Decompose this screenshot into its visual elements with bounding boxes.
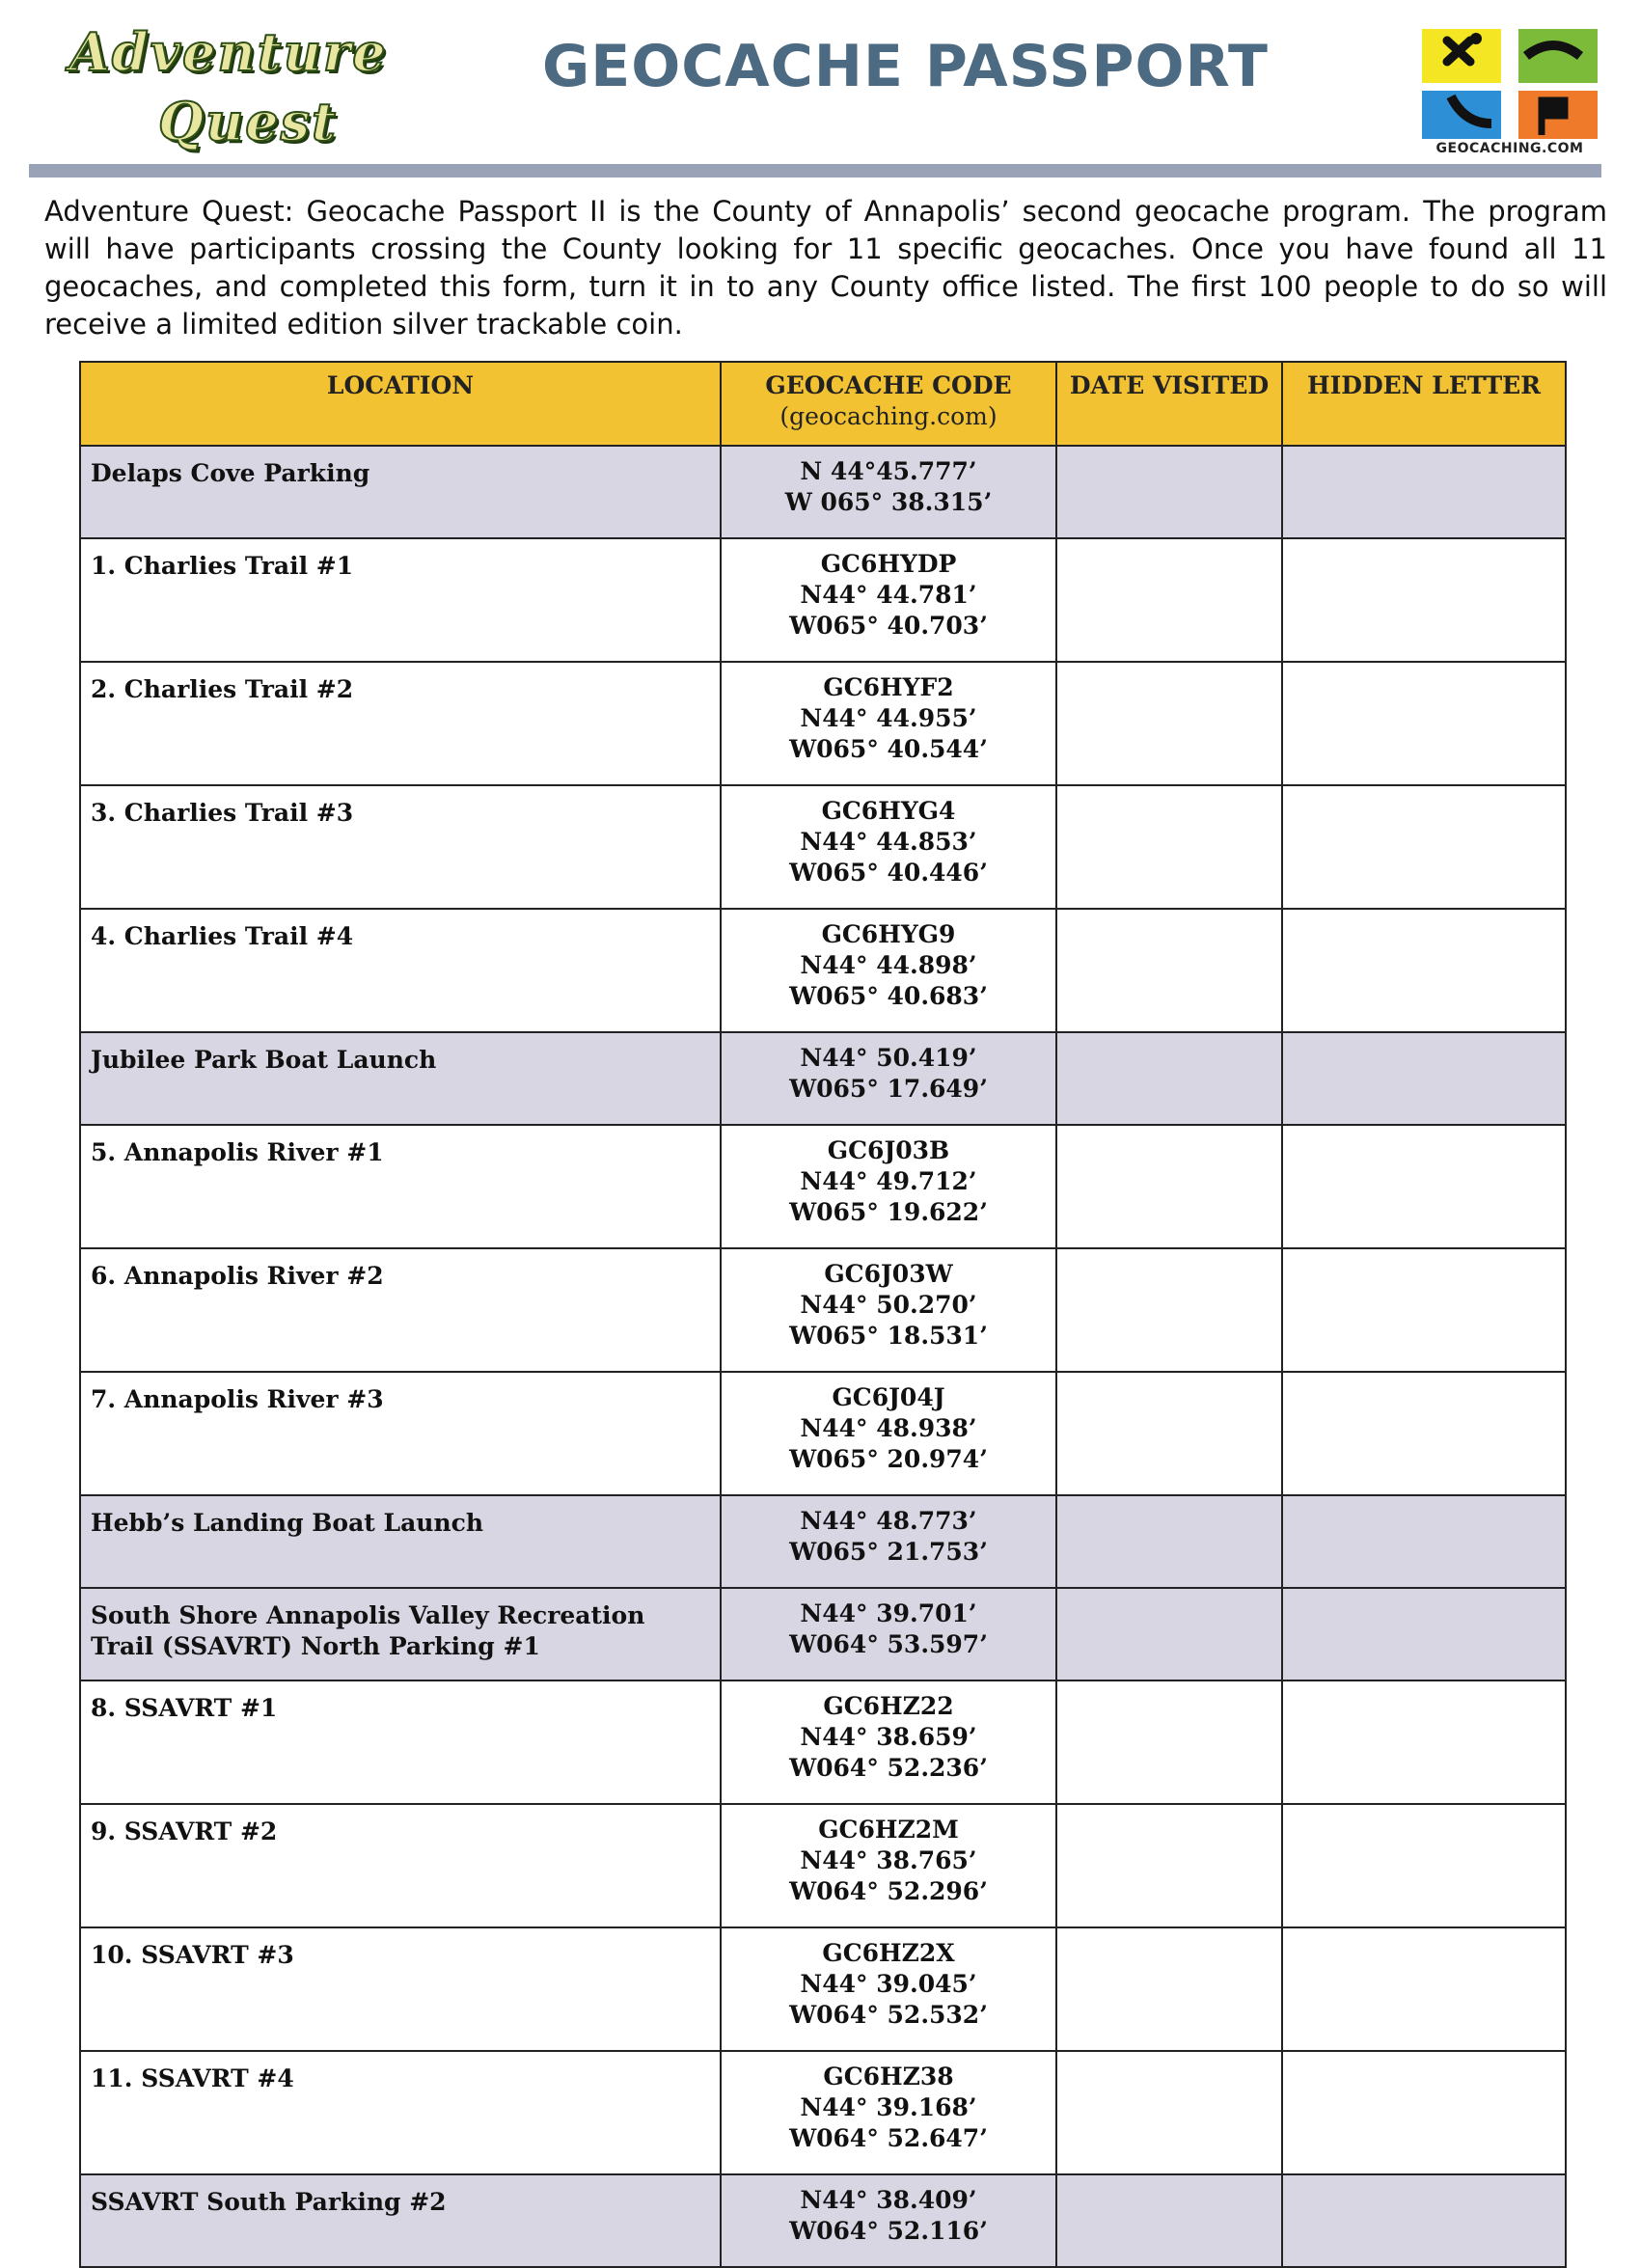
date-visited-field[interactable]: [1056, 538, 1282, 662]
hidden-letter-field[interactable]: [1282, 1927, 1566, 2051]
hidden-letter-field[interactable]: [1282, 662, 1566, 785]
location-cell: 4. Charlies Trail #4: [80, 909, 721, 1032]
hidden-letter-field[interactable]: [1282, 1588, 1566, 1681]
geocaching-logo-icon: [1418, 27, 1601, 141]
coordinate: N44° 44.853’: [800, 828, 977, 856]
location-cell: SSAVRT South Parking #2: [80, 2174, 721, 2267]
code-cell: [721, 1495, 1056, 1588]
geocaching-logo: [1418, 27, 1601, 162]
coordinate: W064° 52.236’: [789, 1754, 988, 1782]
cache-row: [80, 1248, 1566, 1372]
coordinate: N44° 44.955’: [800, 704, 977, 732]
coordinate: N44° 38.765’: [800, 1846, 977, 1874]
coordinate: N44° 38.409’: [800, 2186, 977, 2214]
geocache-code: GC6HYF2: [823, 673, 954, 701]
geocache-code: GC6J03W: [824, 1260, 953, 1288]
location-cell: Hebb’s Landing Boat Launch: [80, 1495, 721, 1588]
hidden-letter-field[interactable]: [1282, 1125, 1566, 1248]
coordinate: N44° 44.898’: [800, 951, 977, 979]
parking-row: [80, 1495, 1566, 1588]
date-visited-field[interactable]: [1056, 662, 1282, 785]
geocache-code: GC6HYG4: [821, 797, 956, 825]
cache-row: [80, 662, 1566, 785]
date-visited-field[interactable]: [1056, 2174, 1282, 2267]
cache-row: [80, 1927, 1566, 2051]
header-code-label: GEOCACHE CODE: [765, 371, 1012, 399]
date-visited-field[interactable]: [1056, 1804, 1282, 1927]
date-visited-field[interactable]: [1056, 1372, 1282, 1495]
coordinate: W064° 52.116’: [789, 2217, 988, 2245]
coordinate: W065° 40.544’: [789, 735, 988, 763]
code-cell: [721, 1927, 1056, 2051]
parking-row: [80, 2174, 1566, 2267]
hidden-letter-field[interactable]: [1282, 1681, 1566, 1804]
coordinate: N44° 48.938’: [800, 1414, 977, 1442]
coordinate: W 065° 38.315’: [784, 488, 993, 516]
date-visited-field[interactable]: [1056, 785, 1282, 909]
logo-line-adventure: Adventure: [69, 21, 388, 83]
code-cell: [721, 1032, 1056, 1125]
coordinate: N44° 39.701’: [800, 1599, 977, 1627]
date-visited-field[interactable]: [1056, 1125, 1282, 1248]
coordinate: W064° 52.647’: [789, 2124, 988, 2152]
coordinate: N44° 50.419’: [800, 1044, 977, 1072]
coordinate: W065° 17.649’: [789, 1075, 988, 1103]
header-location: LOCATION: [80, 362, 721, 446]
code-cell: [721, 662, 1056, 785]
cache-row: [80, 1681, 1566, 1804]
location-cell: 2. Charlies Trail #2: [80, 662, 721, 785]
coordinate: N 44°45.777’: [800, 457, 977, 485]
header-geocache-code: [721, 362, 1056, 446]
code-cell: [721, 538, 1056, 662]
code-cell: [721, 1372, 1056, 1495]
location-cell: Delaps Cove Parking: [80, 446, 721, 538]
coordinate: W064° 53.597’: [789, 1630, 988, 1658]
hidden-letter-field[interactable]: [1282, 909, 1566, 1032]
coordinate: W065° 40.703’: [789, 612, 988, 640]
header-date-visited: DATE VISITED: [1056, 362, 1282, 446]
table-body: [80, 446, 1566, 2267]
hidden-letter-field[interactable]: [1282, 2051, 1566, 2174]
geocache-code: GC6HZ22: [823, 1692, 954, 1720]
cache-row: [80, 538, 1566, 662]
header-code-sub: (geocaching.com): [779, 402, 998, 430]
coordinate: W065° 20.974’: [789, 1445, 988, 1473]
hidden-letter-field[interactable]: [1282, 1804, 1566, 1927]
date-visited-field[interactable]: [1056, 1248, 1282, 1372]
coordinate: W065° 40.683’: [789, 982, 988, 1010]
logo-line-quest: Quest: [158, 91, 339, 152]
hidden-letter-field[interactable]: [1282, 1495, 1566, 1588]
table-header-row: [80, 362, 1566, 446]
coordinate: N44° 44.781’: [800, 581, 977, 609]
code-cell: [721, 785, 1056, 909]
code-cell: [721, 2051, 1056, 2174]
date-visited-field[interactable]: [1056, 1032, 1282, 1125]
passport-table: [79, 361, 1567, 2268]
cache-row: [80, 1372, 1566, 1495]
location-cell: Jubilee Park Boat Launch: [80, 1032, 721, 1125]
geocache-code: GC6HYG9: [821, 920, 956, 948]
date-visited-field[interactable]: [1056, 1681, 1282, 1804]
hidden-letter-field[interactable]: [1282, 785, 1566, 909]
location-cell: 7. Annapolis River #3: [80, 1372, 721, 1495]
geocache-code: GC6J04J: [832, 1383, 945, 1411]
location-cell: 9. SSAVRT #2: [80, 1804, 721, 1927]
cache-row: [80, 2051, 1566, 2174]
code-cell: [721, 1125, 1056, 1248]
coordinate: W065° 19.622’: [789, 1198, 988, 1226]
date-visited-field[interactable]: [1056, 446, 1282, 538]
coordinate: N44° 48.773’: [800, 1507, 977, 1535]
header: [0, 0, 1640, 183]
hidden-letter-field[interactable]: [1282, 538, 1566, 662]
coordinate: W064° 52.296’: [789, 1877, 988, 1905]
location-cell: 6. Annapolis River #2: [80, 1248, 721, 1372]
geocache-code: GC6HZ2M: [818, 1816, 959, 1844]
date-visited-field[interactable]: [1056, 2051, 1282, 2174]
header-hidden-letter: HIDDEN LETTER: [1282, 362, 1566, 446]
location-cell: 1. Charlies Trail #1: [80, 538, 721, 662]
geocache-code: GC6HZ2X: [822, 1939, 955, 1967]
coordinate: N44° 39.168’: [800, 2093, 977, 2121]
location-cell: 11. SSAVRT #4: [80, 2051, 721, 2174]
header-rule: [29, 164, 1601, 178]
hidden-letter-field[interactable]: [1282, 446, 1566, 538]
coordinate: W064° 52.532’: [789, 2001, 988, 2029]
hidden-letter-field[interactable]: [1282, 2174, 1566, 2267]
date-visited-field[interactable]: [1056, 1495, 1282, 1588]
location-cell: 10. SSAVRT #3: [80, 1927, 721, 2051]
code-cell: [721, 1588, 1056, 1681]
coordinate: W065° 18.531’: [789, 1322, 988, 1350]
coordinate: W065° 21.753’: [789, 1538, 988, 1566]
code-cell: [721, 1681, 1056, 1804]
location-cell: South Shore Annapolis Valley Recreation Trail (SSAVRT) North Parking #1: [80, 1588, 721, 1681]
location-cell: 5. Annapolis River #1: [80, 1125, 721, 1248]
parking-row: [80, 1588, 1566, 1681]
date-visited-field[interactable]: [1056, 1588, 1282, 1681]
coordinate: W065° 40.446’: [789, 859, 988, 887]
coordinate: N44° 49.712’: [800, 1167, 977, 1195]
cache-row: [80, 785, 1566, 909]
cache-row: [80, 1804, 1566, 1927]
code-cell: [721, 2174, 1056, 2267]
hidden-letter-field[interactable]: [1282, 1372, 1566, 1495]
geocaching-caption: GEOCACHING.COM: [1435, 141, 1584, 156]
parking-row: [80, 446, 1566, 538]
cache-row: [80, 909, 1566, 1032]
date-visited-field[interactable]: [1056, 909, 1282, 1032]
code-cell: [721, 909, 1056, 1032]
geocache-code: GC6HZ38: [823, 2063, 954, 2090]
coordinate: N44° 50.270’: [800, 1291, 977, 1319]
cache-row: [80, 1125, 1566, 1248]
coordinate: N44° 38.659’: [800, 1723, 977, 1751]
hidden-letter-field[interactable]: [1282, 1032, 1566, 1125]
adventure-quest-logo: [69, 21, 484, 166]
code-cell: [721, 1248, 1056, 1372]
code-cell: [721, 446, 1056, 538]
date-visited-field[interactable]: [1056, 1927, 1282, 2051]
page-title: GEOCACHE PASSPORT: [542, 33, 1269, 100]
location-cell: 8. SSAVRT #1: [80, 1681, 721, 1804]
coordinate: N44° 39.045’: [800, 1970, 977, 1998]
geocache-code: GC6J03B: [827, 1136, 950, 1164]
geocache-code: GC6HYDP: [820, 550, 957, 578]
intro-paragraph: Adventure Quest: Geocache Passport II is the County of Annapolis’ second geocache program. The program will have participants crossing the County looking for 11 specific geocaches. Once you have found all 11 geocaches, and completed this form, turn it in to any County office listed. The first 100 people to do so will receive a limited edition silver trackable coin.: [44, 195, 1607, 341]
hidden-letter-field[interactable]: [1282, 1248, 1566, 1372]
parking-row: [80, 1032, 1566, 1125]
location-cell: 3. Charlies Trail #3: [80, 785, 721, 909]
code-cell: [721, 1804, 1056, 1927]
